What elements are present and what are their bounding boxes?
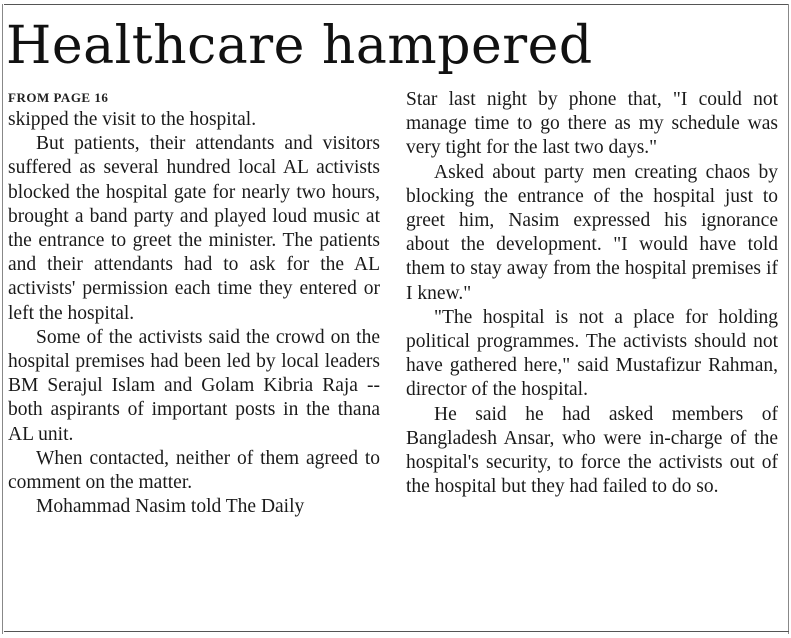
top-rule bbox=[4, 4, 789, 5]
paragraph: Star last night by phone that, "I could not manage time to go there as my schedule was very tight for the last two days." bbox=[406, 89, 778, 159]
paragraph: He said he had asked members of Bangladesh Ansar, who were in-charge of the hospital's security, to force the activists out of the hospital but they had failed to do so. bbox=[406, 403, 778, 498]
paragraph: Mohammad Nasim told The Daily bbox=[36, 496, 305, 518]
paragraph: Some of the activists said the crowd on the hospital premises had been led by local leaders BM Serajul Islam and Golam Kibria Raja -- both aspirants of important posts in the thana AL unit. bbox=[8, 326, 380, 445]
continued-from-label: FROM PAGE 16 bbox=[8, 90, 109, 105]
paragraph: But patients, their attendants and visitors suffered as several hundred local AL activists blocked the hospital gate for nearly two hours, brought a band party and played loud music at the entrance to greet the minister. The patients and their attendants had to ask for the AL activists' permission each time they entered or left the hospital. bbox=[8, 133, 380, 324]
paragraph: When contacted, neither of them agreed to comment on the matter. bbox=[8, 447, 380, 494]
left-column bbox=[8, 88, 380, 519]
bottom-rule bbox=[4, 631, 789, 632]
left-rule bbox=[2, 4, 3, 634]
headline: Healthcare hampered bbox=[6, 16, 593, 76]
right-rule bbox=[788, 4, 789, 634]
right-column bbox=[406, 88, 778, 499]
paragraph: Asked about party men creating chaos by blocking the entrance of the hospital just to greet him, Nasim expressed his ignorance about the development. "I would have told them to stay away from the hospital premises if I knew." bbox=[406, 161, 778, 304]
paragraph: "The hospital is not a place for holding political programmes. The activists should not have gathered here," said Mustafizur Rahman, director of the hospital. bbox=[406, 306, 778, 401]
paragraph: skipped the visit to the hospital. bbox=[8, 109, 257, 130]
